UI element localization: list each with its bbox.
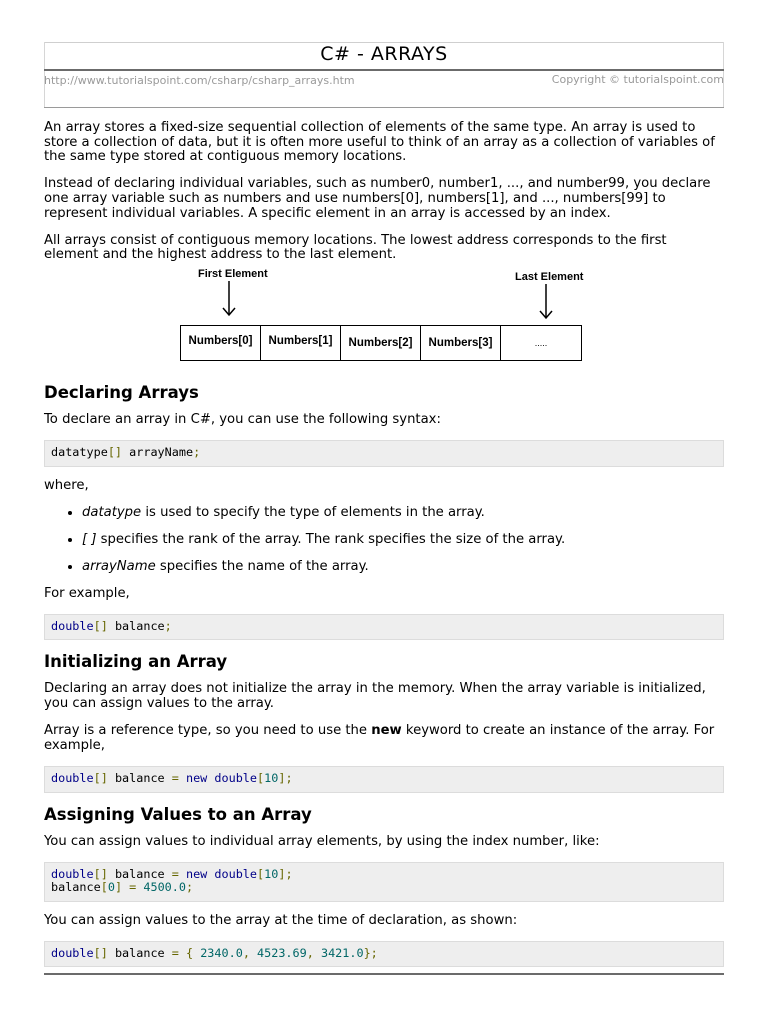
list-item bbox=[82, 533, 724, 548]
code-token: double bbox=[51, 618, 94, 633]
first-element-arrow-icon bbox=[223, 281, 235, 315]
code-token: = bbox=[171, 866, 179, 881]
code-token: ]; bbox=[278, 866, 293, 881]
text-span: Array is a reference type, so you need to use the bbox=[44, 723, 372, 739]
initializing-paragraph-2 bbox=[44, 724, 724, 753]
heading-declaring-arrays: Declaring Arrays bbox=[44, 382, 199, 402]
footer-rule bbox=[44, 973, 724, 975]
code-block-assign-declaration bbox=[44, 941, 724, 968]
list-item bbox=[82, 560, 724, 575]
intro-paragraph-1: An array stores a fixed-size sequential collection of elements of the same type. An array is used to store a collection of data, but it is often more useful to think of an array as a collection of variables of the same type stored at contiguous memory locations. bbox=[44, 120, 715, 165]
bullet-text: is used to specify the type of elements in the array. bbox=[141, 504, 485, 520]
array-cell: Numbers[1] bbox=[261, 326, 341, 360]
code-token: balance bbox=[107, 618, 165, 633]
page-title: C# - ARRAYS bbox=[320, 43, 448, 65]
array-diagram bbox=[44, 267, 724, 375]
code-token: 2340.0 bbox=[193, 945, 243, 960]
keyword-new: new bbox=[371, 723, 402, 739]
last-element-label: Last Element bbox=[515, 270, 584, 283]
array-cell: ..... bbox=[534, 337, 548, 348]
code-token: balance bbox=[107, 945, 172, 960]
article-content bbox=[44, 121, 724, 979]
code-token: ; bbox=[193, 445, 201, 460]
bullet-text: specifies the rank of the array. The rank specifies the size of the array. bbox=[96, 532, 566, 547]
code-token: , bbox=[306, 945, 314, 960]
code-token: = bbox=[122, 880, 137, 895]
code-token: balance bbox=[51, 880, 101, 895]
header-rule bbox=[44, 107, 724, 108]
heading-assigning-values: Assigning Values to an Array bbox=[44, 804, 312, 824]
code-token: ] bbox=[114, 880, 123, 895]
code-token: arrayName bbox=[122, 445, 194, 460]
code-token: [] bbox=[93, 618, 108, 633]
code-token: double bbox=[51, 771, 94, 786]
assigning-paragraph-1: You can assign values to individual array elements, by using the index number, like: bbox=[44, 833, 600, 849]
term-arrayname: arrayName bbox=[82, 559, 156, 575]
code-token: [ bbox=[100, 880, 108, 895]
code-token: balance bbox=[107, 771, 172, 786]
code-token: [] bbox=[93, 945, 108, 960]
code-token: [] bbox=[107, 445, 123, 460]
code-token: [] bbox=[93, 866, 108, 881]
code-token: balance bbox=[107, 866, 172, 881]
text-span: keyword to create an instance of the array. For example, bbox=[44, 723, 715, 753]
code-token: 4523.69 bbox=[249, 945, 307, 960]
title-rule bbox=[44, 69, 724, 71]
code-token: datatype bbox=[51, 445, 108, 460]
code-token: { bbox=[178, 945, 194, 960]
array-cells bbox=[180, 325, 582, 361]
code-token: [ bbox=[257, 866, 265, 881]
code-token: ]; bbox=[278, 771, 293, 786]
code-token: new bbox=[178, 866, 208, 881]
assigning-paragraph-2: You can assign values to the array at the time of declaration, as shown: bbox=[44, 912, 518, 928]
syntax-bullet-list bbox=[44, 506, 724, 575]
code-token: new bbox=[178, 771, 208, 786]
code-token: 10 bbox=[264, 771, 279, 786]
code-token: = bbox=[171, 771, 179, 786]
term-datatype: datatype bbox=[82, 504, 142, 520]
initializing-paragraph-1: Declaring an array does not initialize the array in the memory. When the array variable is initialized, you can assign values to the array. bbox=[44, 681, 706, 712]
code-block-declare-example bbox=[44, 614, 724, 641]
code-token: double bbox=[207, 771, 258, 786]
source-url: http://www.tutorialspoint.com/csharp/csharp_arrays.htm bbox=[44, 74, 355, 87]
last-element-arrow-icon bbox=[540, 284, 552, 318]
code-token: 10 bbox=[264, 866, 279, 881]
intro-paragraph-2: Instead of declaring individual variables, such as number0, number1, ..., and number99, you declare one array variable such as numbers and use numbers[0], numbers[1], and ..., numbers[99] to represent individual variables. A specific element in an array is accessed by an index. bbox=[44, 176, 711, 221]
code-token: 3421.0 bbox=[313, 945, 364, 960]
code-token: ; bbox=[185, 880, 194, 895]
copyright: Copyright © tutorialspoint.com bbox=[551, 73, 724, 86]
declaring-paragraph: To declare an array in C#, you can use the following syntax: bbox=[44, 411, 441, 427]
for-example-text: For example, bbox=[44, 585, 130, 601]
code-token: double bbox=[51, 945, 94, 960]
code-token: [ bbox=[257, 771, 265, 786]
diagram-arrows bbox=[44, 267, 724, 327]
code-token: double bbox=[207, 866, 258, 881]
bullet-text: specifies the name of the array. bbox=[155, 559, 369, 575]
code-block-initialize bbox=[44, 766, 724, 793]
code-token: = bbox=[171, 945, 179, 960]
where-text: where, bbox=[44, 477, 89, 493]
term-rank: [ ] bbox=[82, 532, 97, 547]
list-item bbox=[82, 506, 724, 521]
code-block-declare-syntax bbox=[44, 440, 724, 467]
code-token: 0 bbox=[107, 880, 115, 895]
heading-initializing-array: Initializing an Array bbox=[44, 652, 228, 672]
code-token: double bbox=[51, 866, 94, 881]
intro-paragraph-3: All arrays consist of contiguous memory locations. The lowest address corresponds to the first element and the highest address to the last element. bbox=[44, 232, 667, 263]
code-token: 4500.0 bbox=[136, 880, 186, 895]
array-cell: Numbers[3] bbox=[421, 326, 501, 360]
code-token: ; bbox=[164, 618, 172, 633]
code-token: [] bbox=[93, 771, 108, 786]
array-cell: Numbers[2] bbox=[341, 326, 421, 360]
code-block-assign-index bbox=[44, 862, 724, 902]
array-cell: Numbers[0] bbox=[181, 326, 261, 360]
code-token: }; bbox=[363, 945, 378, 960]
first-element-label: First Element bbox=[198, 267, 268, 280]
code-token: , bbox=[242, 945, 250, 960]
